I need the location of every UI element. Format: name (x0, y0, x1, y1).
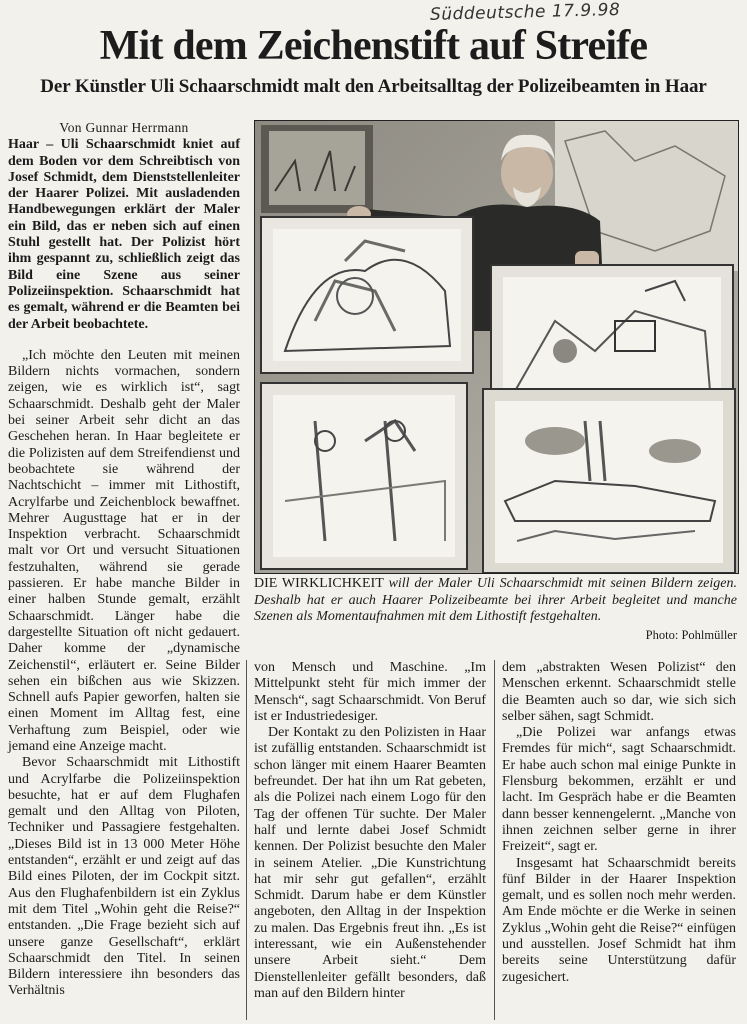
body-paragraph: Bevor Schaarschmidt mit Lithostift und Acrylfarbe die Polizeiinspektion besuchte, hat er auf dem Flughafen gemalt und den Alltag von Piloten, Techniker und Passagiere festgehalten. „Dieses Bild ist in 13 000 Meter Höhe entstanden“, erzählt er und zeigt auf das Bild eines Piloten, der im Cockpit sitzt. Aus den Flughafenbildern ist ein Zyklus mit dem Titel „Wohin geht die Reise?“ entstanden. „Die Frage bezieht sich auf unsere ganze Gesellschaft“, erklärt Schaarschmidt den Titel. In seinen Bildern interessiere ihn besonders das Verhältnis (8, 755, 240, 999)
lead-paragraph: Haar – Uli Schaarschmidt kniet auf dem Boden vor dem Schreibtisch von Josef Schmidt, dem Dienststellenleiter der Haarer Polizei. Mit ausladenden Handbewegungen erklärt der Maler ein Bild, das er neben sich auf einen Stuhl gestellt hat. Der Polizist hört ihm gespannt zu, schließlich zeigt das Bild eine Szene aus seiner Polizeiinspektion. Schaarschmidt hat es gemalt, während er die Beamten bei der Arbeit beobachtete. (8, 137, 240, 332)
article-photo (254, 120, 739, 574)
body-paragraph: von Mensch und Maschine. „Im Mittelpunkt steht für mich immer der Mensch“, sagt Schaarschmidt. Von Beruf ist er Industriedesiger. (254, 660, 486, 724)
subheadline: Der Künstler Uli Schaarschmidt malt den Arbeitsalltag der Polizeibeamten in Haar (40, 76, 707, 97)
caption-text: will der Maler Uli Schaarschmidt mit seinen Bildern zeigen. Deshalb hat er auch Haarer Polizeibeamte bei ihrer Arbeit begleitet und manche Szenen als Momentaufnahmen mit dem Lithostift festgehalten. (254, 576, 737, 624)
body-paragraph: Insgesamt hat Schaarschmidt bereits fünf Bilder in der Haarer Inspektion gemalt, und es sollen noch mehr werden. Am Ende möchte er die Werke in seinen Zyklus „Wohin geht die Reise?“ einfügen und ausstellen. Josef Schmidt hat ihm bereits seine Unterstützung dafür zugesichert. (502, 855, 736, 985)
byline: Von Gunnar Herrmann (59, 120, 189, 135)
column-divider (246, 660, 247, 1020)
body-paragraph: Der Kontakt zu den Polizisten in Haar ist zufällig entstanden. Schaarschmidt ist schon länger mit einem Haarer Beamten befreundet. Der hat ihn um Rat gebeten, als die Polizei nach einem Logo für den Tag der offenen Tür suchte. Der Maler half und lernte dabei Josef Schmidt kennen. Der Polizist besuchte den Maler in seinem Atelier. „Die Kunstrichtung hat mir sehr gut gefallen“, erzählt Schmidt. Darum habe er dem Künstler angeboten, den Alltag in der Inspektion zu malen. Das Ergebnis freut ihn. „Es ist interessant, wie ein Außenstehender unsere Arbeit sieht.“ Dem Dienstellenleiter gefällt besonders, daß man auf den Bildern hinter (254, 725, 486, 1001)
handwritten-clipping-note: Süddeutsche 17.9.98 (429, 0, 621, 25)
column-divider (494, 660, 495, 1020)
caption-lead: DIE WIRKLICHKEIT (254, 576, 384, 591)
photo-credit: Photo: Pohlmüller (645, 627, 737, 642)
artist-with-paintings-photo (255, 121, 738, 573)
body-paragraph: „Die Polizei war anfangs etwas Fremdes für mich“, sagt Schaarschmidt. Er habe auch schon mal einige Punkte in Flensburg bekommen, erzählt er und lacht. Im Gespräch habe er die Beamten dann besser kennengelernt. „Manche von ihnen zeichnen selber gerne in ihrer Freizeit“, sagt er. (502, 725, 736, 855)
article-column-2 (254, 660, 486, 1002)
body-paragraph: dem „abstrakten Wesen Polizist“ den Menschen erkennt. Schaarschmidt stelle die Beamten auch so dar, wie sich sich selber sähen, sagt Schmidt. (502, 660, 736, 724)
article-column-3 (502, 660, 736, 986)
body-paragraph: „Ich möchte den Leuten mit meinen Bildern nichts vormachen, sondern zeigen, wie es wirklich ist“, sagt Schaarschmidt. Deshalb geht der Maler bei seiner Arbeit sehr dicht an das Geschehen heran. In Haar begleitete er die Polizisten auf dem Streifendienst und beobachtete sie während der Nachtschicht – immer mit Lithostift, Acrylfarbe und Zeichenblock bewaffnet. Mehrer Augusttage hat er in der Inspektion verbracht. Schaarschmidt malt vor Ort und versucht Situationen festzuhalten, während sie gerade passieren. Er habe manche Bilder in einer halben Stunde gemalt, erzählt Schaarschmidt. Länger habe die dargestellte Situation oft nicht gedauert. Daher komme der „dynamische Zeichenstil“, erläutert er. Seine Bilder sehen ein bißchen aus wie Skizzen. Schnell aufs Papier geworfen, halten sie einen Moment im Alltag fest, eine Verhaftung zum Beispiel, oder wie jemand eine Anzeige macht. (8, 347, 240, 754)
photo-caption (254, 576, 737, 643)
headline: Mit dem Zeichenstift auf Streife (99, 23, 648, 69)
article-column-1 (8, 120, 240, 1000)
